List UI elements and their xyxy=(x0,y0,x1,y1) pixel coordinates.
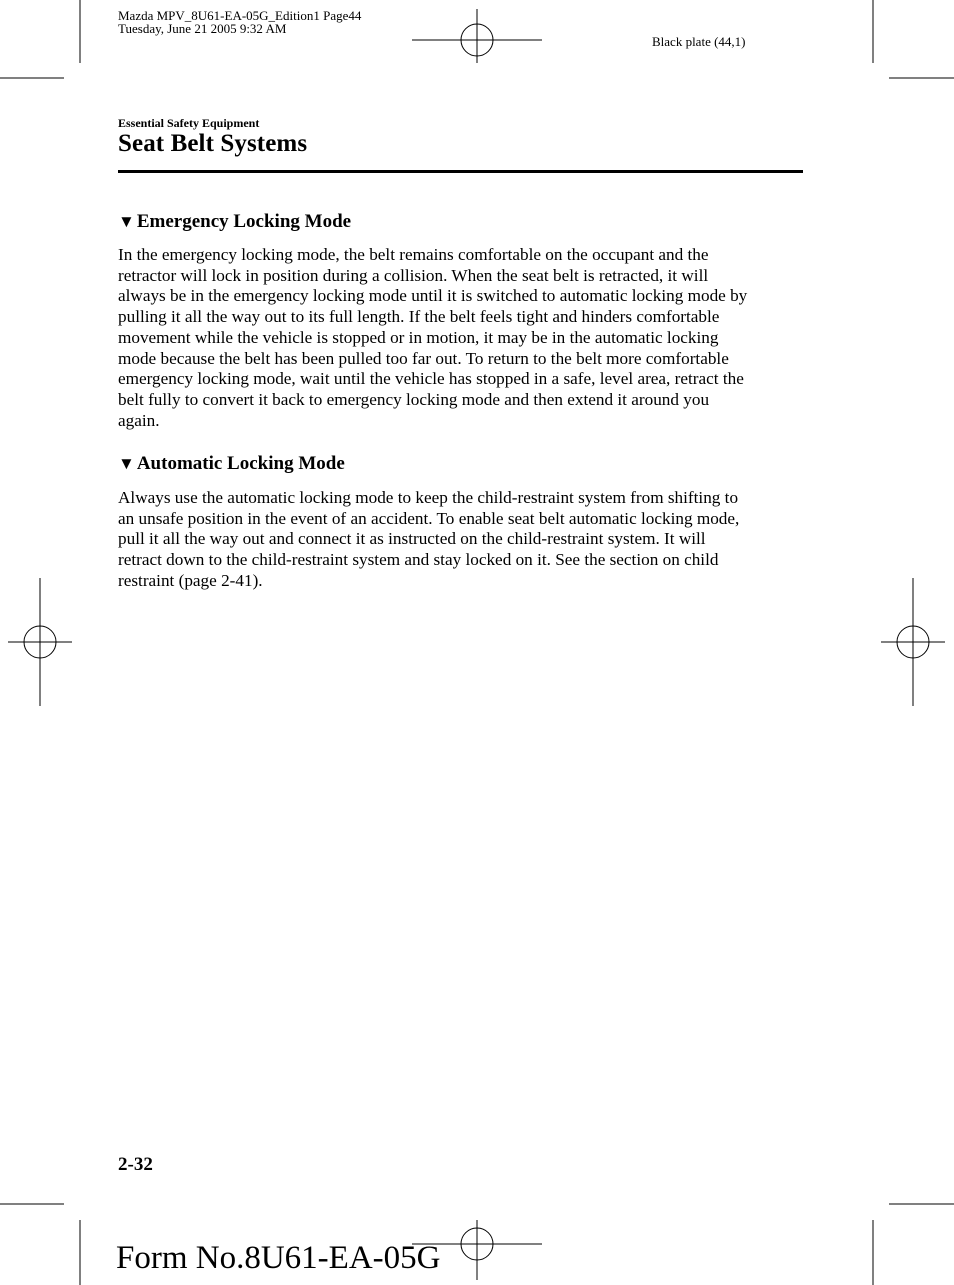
text-line: restraint (page 2-41). xyxy=(118,570,263,590)
paragraph-emergency-locking xyxy=(118,245,808,431)
text-line: always be in the emergency locking mode until it is switched to automatic locking mode by xyxy=(118,286,748,306)
print-header-date: Tuesday, June 21 2005 9:32 AM xyxy=(118,21,287,36)
paragraph-automatic-locking xyxy=(118,488,808,592)
text-line: mode because the belt has been pulled too far out. To return to the belt more comfortable xyxy=(118,348,729,368)
page-title: Seat Belt Systems xyxy=(118,130,308,157)
text-line: retract down to the child-restraint system and stay locked on it. See the section on child xyxy=(118,550,719,570)
registration-target-right xyxy=(881,578,945,706)
section-label: Essential Safety Equipment xyxy=(118,116,260,130)
registration-target-top xyxy=(412,9,542,63)
text-line: an unsafe position in the event of an accident. To enable seat belt automatic locking mode, xyxy=(118,508,740,528)
text-line: pull it all the way out and connect it as instructed on the child-restraint system. It will xyxy=(118,529,706,549)
triangle-down-icon: ▼ xyxy=(118,454,135,473)
print-header-plate: Black plate (44,1) xyxy=(652,34,746,49)
text-line: retractor will lock in position during a collision. When the seat belt is retracted, it will xyxy=(118,265,709,285)
subheading-text: Automatic Locking Mode xyxy=(136,453,345,474)
page-number: 2-32 xyxy=(118,1154,153,1175)
triangle-down-icon: ▼ xyxy=(118,212,135,231)
text-line: Always use the automatic locking mode to keep the child-restraint system from shifting to xyxy=(118,488,739,507)
text-line: pulling it all the way out to its full length. If the belt feels tight and hinders comfortable xyxy=(118,307,720,327)
text-line: again. xyxy=(118,410,160,430)
text-line: movement while the vehicle is stopped or in motion, it may be in the automatic locking xyxy=(118,327,719,347)
text-line: belt fully to convert it back to emergency locking mode and then extend it around you xyxy=(118,389,710,409)
text-line: In the emergency locking mode, the belt remains comfortable on the occupant and the xyxy=(118,245,709,264)
subheading-text: Emergency Locking Mode xyxy=(136,211,352,232)
print-header-file: Mazda MPV_8U61-EA-05G_Edition1 Page44 xyxy=(118,8,362,23)
subheading-automatic-locking xyxy=(118,453,345,475)
subheading-emergency-locking xyxy=(118,211,351,233)
text-line: emergency locking mode, wait until the vehicle has stopped in a safe, level area, retract the xyxy=(118,369,744,389)
form-number: Form No.8U61-EA-05G xyxy=(116,1240,441,1276)
title-rule xyxy=(118,170,803,173)
registration-target-left xyxy=(8,578,72,706)
